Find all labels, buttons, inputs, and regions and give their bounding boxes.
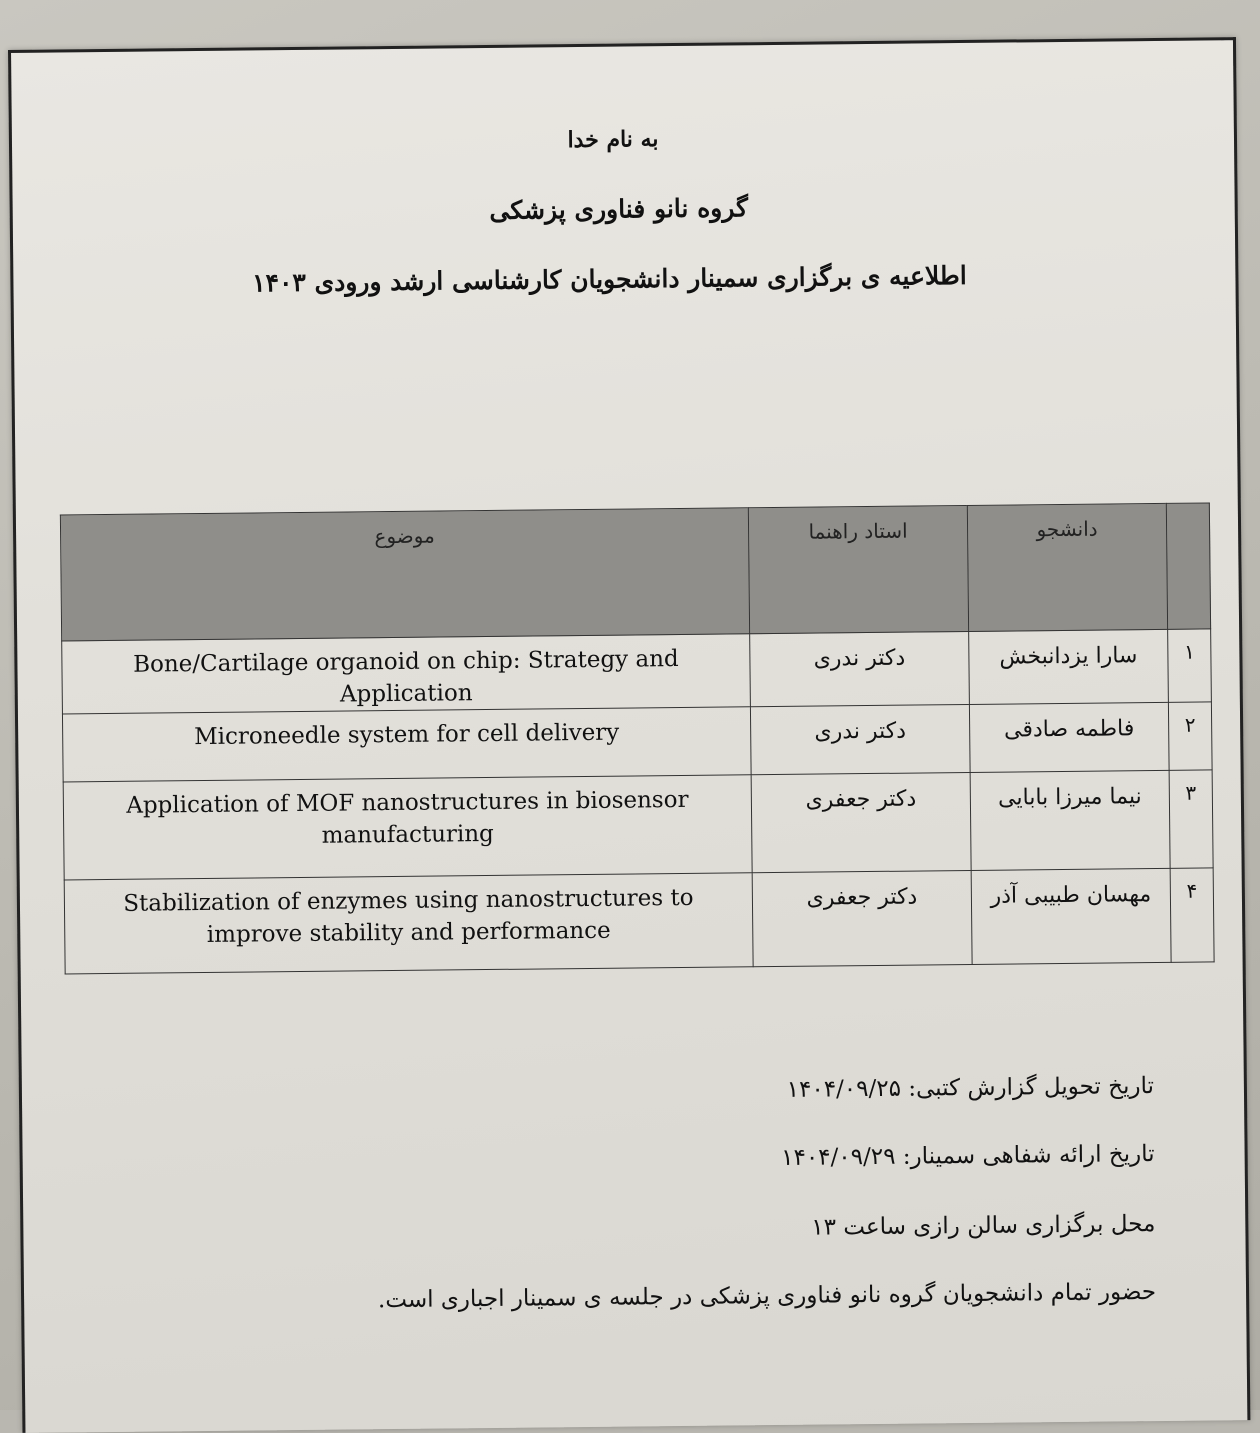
announcement-title: اطلاعیه ی برگزاری سمینار دانشجویان کارشناسی ارشد ورودی ۱۴۰۳ <box>252 260 967 298</box>
row-number: ۱ <box>1168 629 1212 702</box>
oral-presentation-date: تاریخ ارائه شفاهی سمینار: ۱۴۰۴/۰۹/۲۹ <box>781 1141 1155 1171</box>
student-name: نیما میرزا بابایی <box>970 770 1170 870</box>
seminar-topic: Microneedle system for cell delivery <box>62 707 751 782</box>
seminar-topic: Application of MOF nanostructures in biosensor manufacturing <box>63 775 752 880</box>
advisor-name: دکتر جعفری <box>752 870 972 966</box>
row-number: ۳ <box>1169 770 1213 868</box>
row-number: ۲ <box>1168 702 1212 770</box>
attendance-note: حضور تمام دانشجویان گروه نانو فناوری پزشکی در جلسه ی سمینار اجباری است. <box>377 1279 1157 1314</box>
row-number: ۴ <box>1170 868 1214 962</box>
student-name: مهسان طبیبی آذر <box>971 868 1171 964</box>
venue-info: محل برگزاری سالن رازی ساعت ۱۳ <box>811 1211 1156 1241</box>
written-report-date: تاریخ تحویل گزارش کتبی: ۱۴۰۴/۰۹/۲۵ <box>786 1073 1155 1103</box>
announcement-sheet <box>8 37 1250 1433</box>
advisor-name: دکتر ندری <box>750 704 970 774</box>
table-row <box>64 868 1214 974</box>
table-row <box>62 629 1212 714</box>
seminar-table <box>60 502 1215 974</box>
advisor-name: دکتر ندری <box>750 631 970 706</box>
student-name: سارا یزدانبخش <box>969 629 1169 704</box>
header-topic: موضوع <box>60 508 749 641</box>
seminar-table-container <box>60 502 1215 974</box>
advisor-name: دکتر جعفری <box>751 772 971 872</box>
header-advisor: استاد راهنما <box>748 505 968 633</box>
table-row <box>62 702 1212 782</box>
table-header-row <box>60 503 1210 641</box>
table-row <box>63 770 1213 880</box>
seminar-topic: Stabilization of enzymes using nanostructures to improve stability and performance <box>64 873 753 974</box>
header-number <box>1166 503 1210 629</box>
header-student: دانشجو <box>967 503 1167 631</box>
student-name: فاطمه صادقی <box>969 702 1169 772</box>
basmala-heading: به نام خدا <box>567 126 659 154</box>
seminar-topic: Bone/Cartilage organoid on chip: Strategy and Application <box>62 634 751 714</box>
department-heading: گروه نانو فناوری پزشکی <box>489 193 749 225</box>
